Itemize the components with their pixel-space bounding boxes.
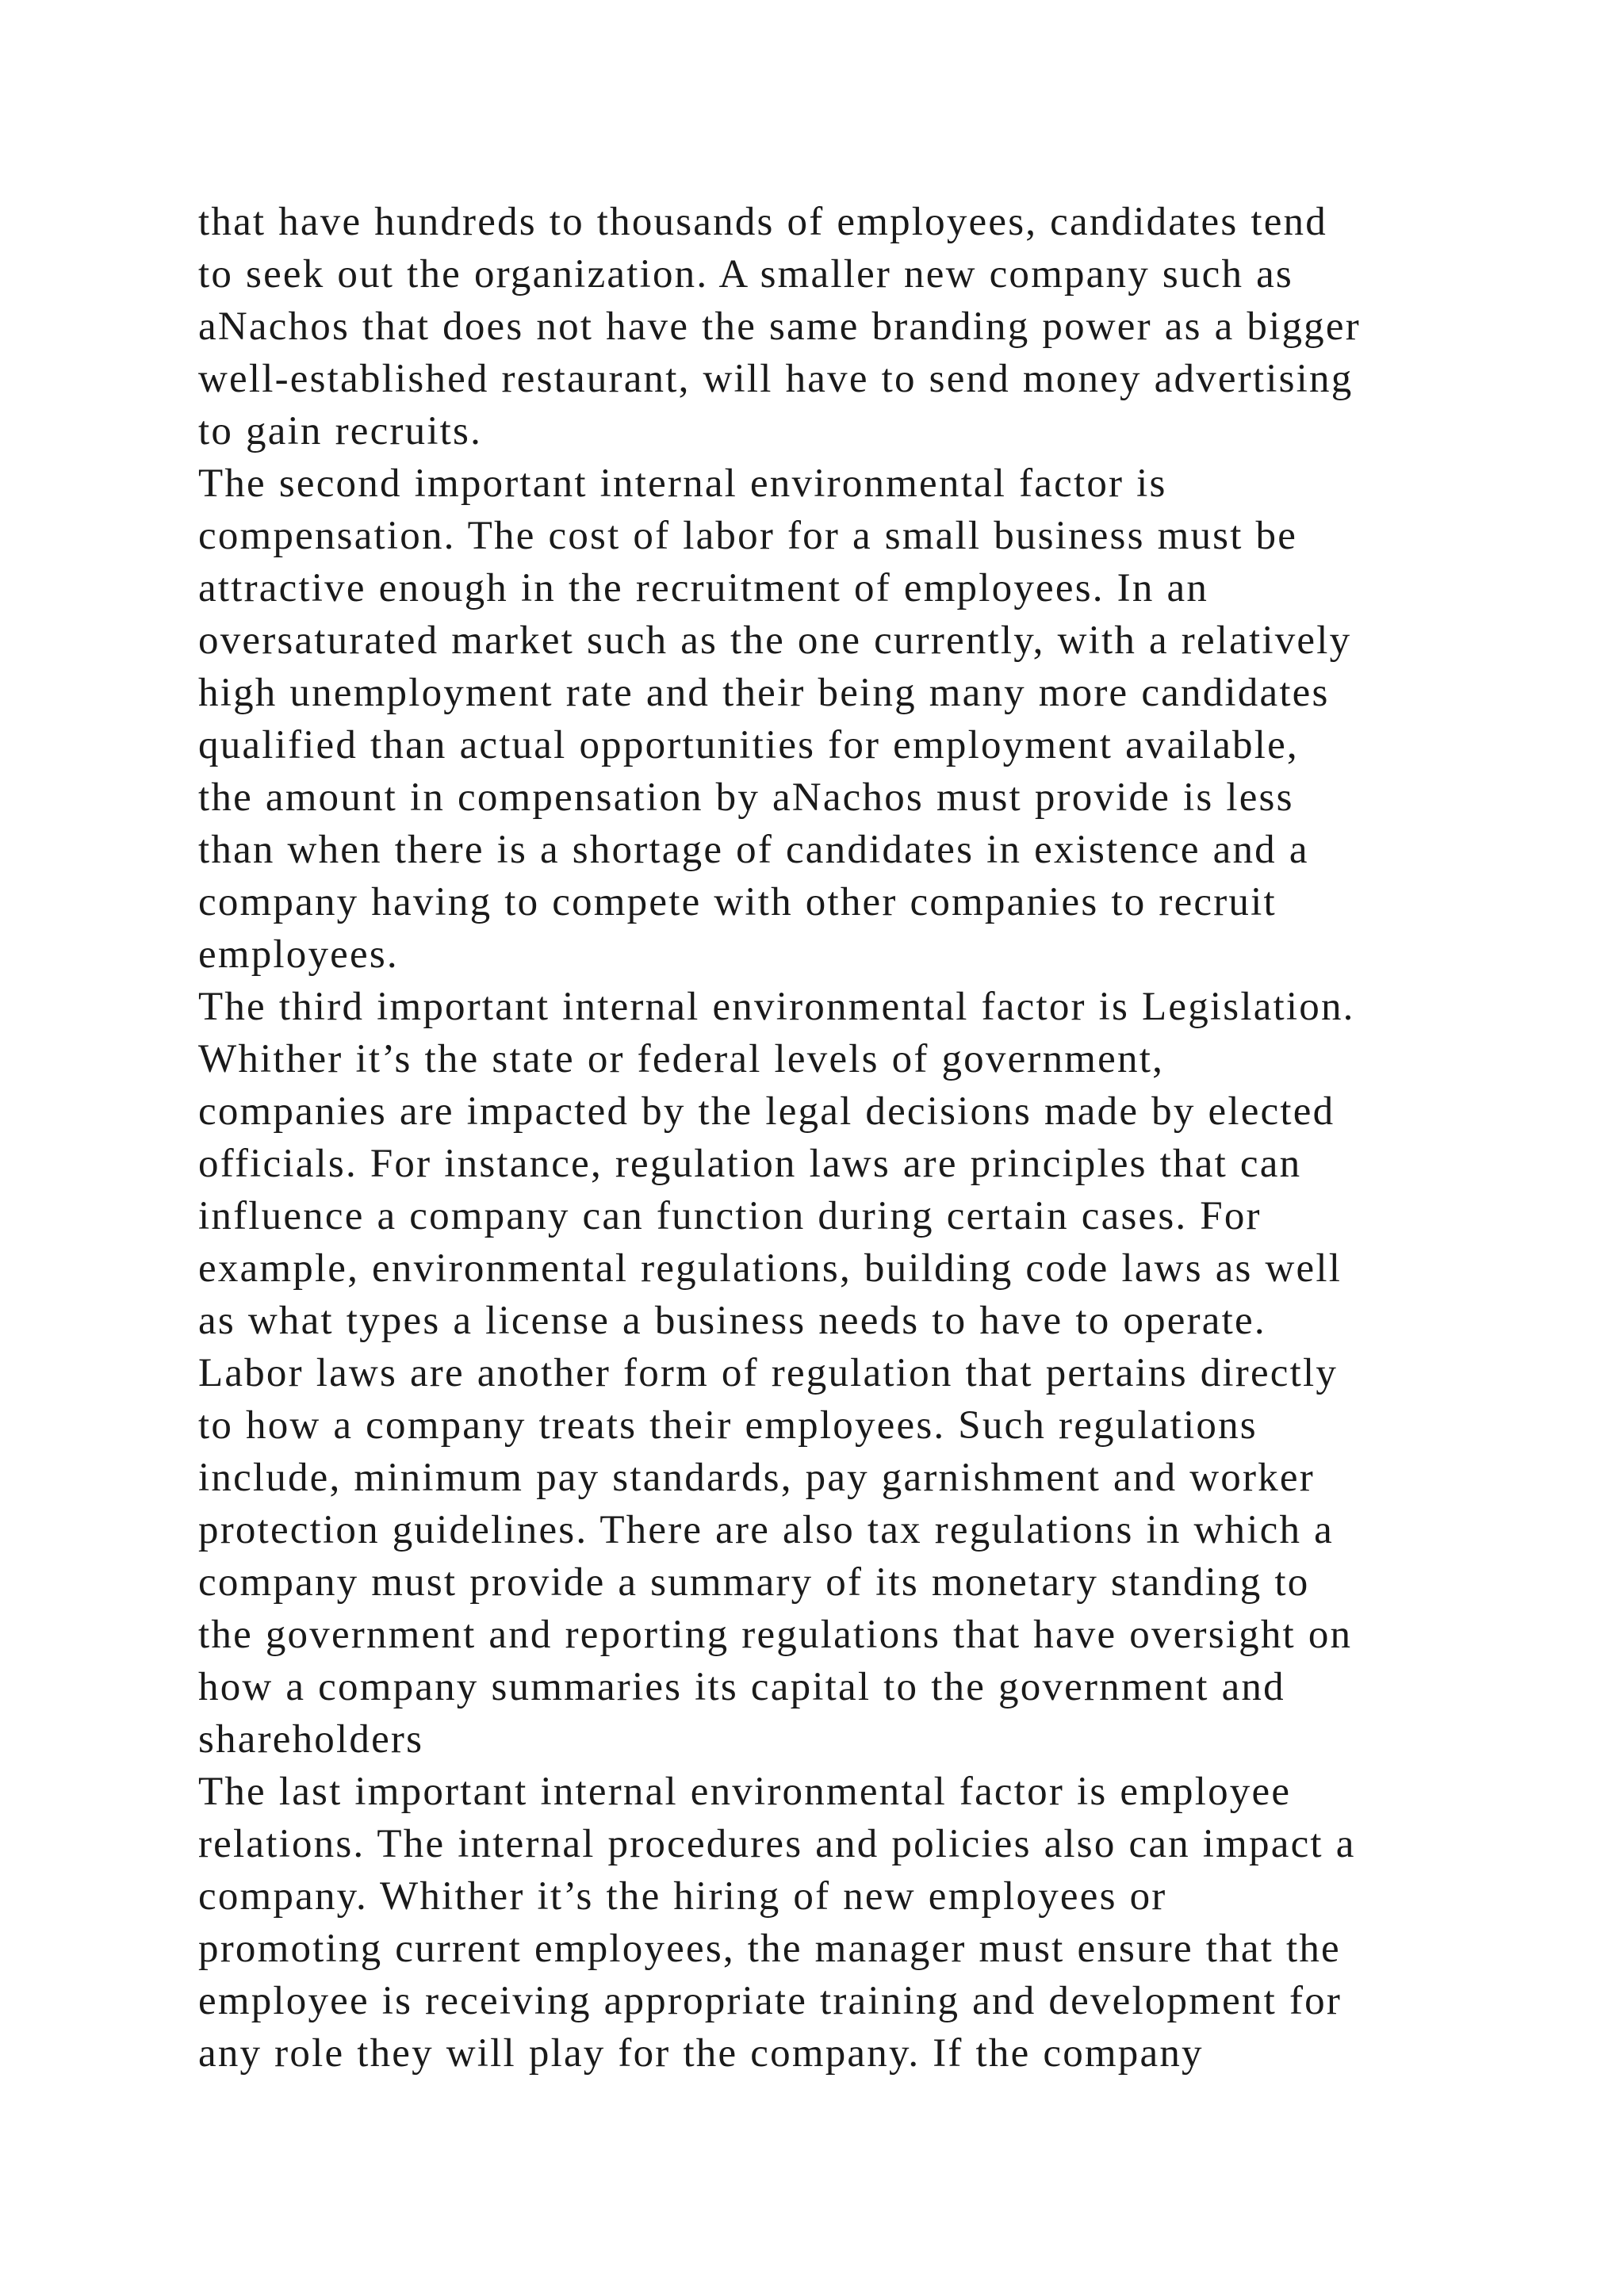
text-line: compensation. The cost of labor for a small business must be	[198, 514, 1298, 558]
text-line: any role they will play for the company. If the company	[198, 2031, 1204, 2076]
text-line: The second important internal environmental factor is	[198, 461, 1167, 506]
text-line: as what types a license a business needs to have to operate.	[198, 1299, 1266, 1343]
text-line: to gain recruits.	[198, 409, 483, 453]
text-line: include, minimum pay standards, pay garnishment and worker	[198, 1456, 1315, 1500]
text-line: relations. The internal procedures and policies also can impact a	[198, 1822, 1356, 1866]
text-line: employee is receiving appropriate training and development for	[198, 1979, 1342, 2023]
text-line: company. Whither it’s the hiring of new employees or	[198, 1874, 1167, 1919]
text-line: The third important internal environmental factor is Legislation.	[198, 985, 1355, 1029]
text-line: well-established restaurant, will have to send money advertising	[198, 357, 1354, 401]
text-line: oversaturated market such as the one currently, with a relatively	[198, 618, 1352, 663]
text-line: company having to compete with other companies to recruit	[198, 880, 1277, 924]
text-line: officials. For instance, regulation laws are principles that can	[198, 1142, 1302, 1186]
text-line: example, environmental regulations, building code laws as well	[198, 1246, 1342, 1291]
text-line: Labor laws are another form of regulation that pertains directly	[198, 1351, 1339, 1395]
text-line: to seek out the organization. A smaller new company such as	[198, 252, 1293, 297]
text-line: company must provide a summary of its monetary standing to	[198, 1560, 1310, 1605]
text-line: the amount in compensation by aNachos must provide is less	[198, 775, 1294, 820]
text-line: that have hundreds to thousands of employees, candidates tend	[198, 200, 1327, 244]
text-line: attractive enough in the recruitment of employees. In an	[198, 566, 1209, 610]
body-text	[198, 196, 1546, 2080]
text-line: how a company summaries its capital to the government and	[198, 1665, 1285, 1709]
text-line: to how a company treats their employees. Such regulations	[198, 1403, 1258, 1448]
text-line: influence a company can function during certain cases. For	[198, 1194, 1262, 1238]
text-line: protection guidelines. There are also tax regulations in which a	[198, 1508, 1334, 1552]
text-line: Whither it’s the state or federal levels of government,	[198, 1037, 1165, 1081]
text-line: high unemployment rate and their being many more candidates	[198, 671, 1330, 715]
text-line: aNachos that does not have the same branding power as a bigger	[198, 304, 1361, 349]
text-line: employees.	[198, 932, 399, 977]
text-line: shareholders	[198, 1717, 424, 1762]
text-line: the government and reporting regulations that have oversight on	[198, 1613, 1353, 1657]
text-line: The last important internal environmental factor is employee	[198, 1770, 1292, 1814]
text-line: than when there is a shortage of candidates in existence and a	[198, 828, 1309, 872]
text-line: companies are impacted by the legal decisions made by elected	[198, 1089, 1335, 1134]
text-line: qualified than actual opportunities for employment available,	[198, 723, 1299, 767]
text-line: promoting current employees, the manager must ensure that the	[198, 1927, 1341, 1971]
